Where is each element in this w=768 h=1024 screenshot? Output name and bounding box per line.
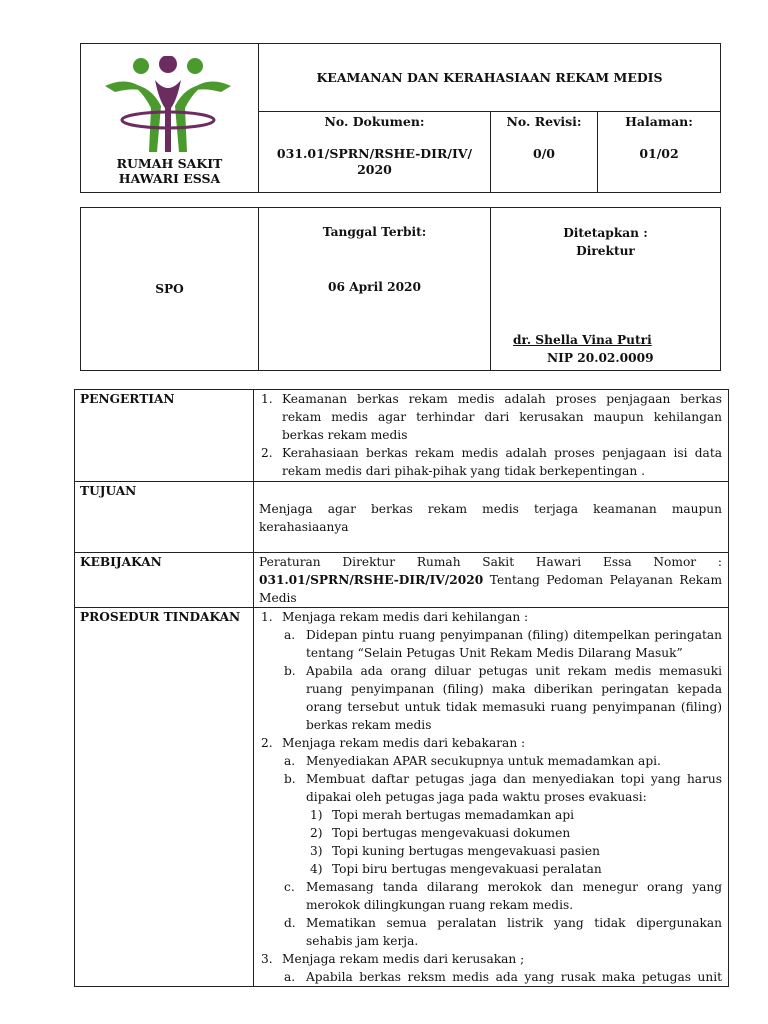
item-text: Menjaga rekam medis dari kerusakan ; bbox=[282, 952, 525, 966]
sub-item bbox=[259, 968, 722, 986]
sub-sub-item bbox=[259, 860, 722, 878]
item-number: 1. bbox=[261, 392, 273, 406]
doc-number-cell bbox=[259, 112, 491, 193]
sub-sub-item bbox=[259, 806, 722, 824]
kebijakan-suffix: Tentang Pedoman Pelayanan Rekam Medis bbox=[259, 573, 723, 605]
item-letter: b. bbox=[284, 772, 296, 786]
page-cell bbox=[598, 112, 721, 193]
item-text: Keamanan berkas rekam medis adalah proses penjagaan berkas rekam medis agar terhindar dari kerusakan maupun kehilangan berkas rekam medis bbox=[282, 392, 722, 442]
hospital-logo-icon bbox=[101, 56, 235, 156]
item-text: Topi kuning bertugas mengevakuasi pasien bbox=[332, 844, 600, 858]
label-prosedur bbox=[75, 608, 254, 987]
item-text: Mematikan semua peralatan listrik yang tidak dipergunakan sehabis jam kerja. bbox=[306, 916, 722, 948]
sub-item bbox=[259, 626, 722, 662]
doc-number-line1: 031.01/SPRN/RSHE-DIR/IV/ bbox=[276, 146, 473, 161]
approver-name: dr. Shella Vina Putri bbox=[513, 333, 652, 347]
approved-role: Direktur bbox=[576, 244, 635, 258]
item-text: Memasang tanda dilarang merokok dan menegur orang yang merokok dilingkungan ruang rekam medis. bbox=[306, 880, 722, 912]
content-prosedur bbox=[254, 608, 729, 987]
item-text: Membuat daftar petugas jaga dan menyediakan topi yang harus dipakai oleh petugas jaga pada waktu proses evakuasi: bbox=[306, 772, 722, 804]
doc-number-line2: 2020 bbox=[357, 162, 392, 177]
item-number: 2. bbox=[261, 446, 273, 460]
list-item bbox=[259, 608, 722, 626]
sub-item bbox=[259, 662, 722, 734]
label-tujuan-text: TUJUAN bbox=[80, 484, 137, 498]
spo-table bbox=[80, 207, 721, 371]
label-kebijakan bbox=[75, 553, 254, 608]
logo-cell bbox=[81, 44, 259, 193]
item-text: Topi biru bertugas mengevakuasi peralatan bbox=[332, 862, 602, 876]
item-letter: a. bbox=[284, 754, 296, 768]
item-number: 3. bbox=[261, 952, 273, 966]
item-number: 2. bbox=[261, 736, 273, 750]
row-pengertian bbox=[75, 390, 729, 482]
issue-date-cell bbox=[259, 208, 491, 371]
revision-value: 0/0 bbox=[533, 146, 555, 161]
item-letter: d. bbox=[284, 916, 296, 930]
sub-item bbox=[259, 770, 722, 806]
sub-sub-item bbox=[259, 824, 722, 842]
document-title-text: KEAMANAN DAN KERAHASIAAN REKAM MEDIS bbox=[316, 70, 663, 85]
approved-label: Ditetapkan : bbox=[563, 226, 648, 240]
item-text: Kerahasiaan berkas rekam medis adalah proses penjagaan isi data rekam medis dari pihak-pihak yang tidak berkepentingan . bbox=[282, 446, 722, 478]
content-kebijakan bbox=[254, 553, 729, 608]
item-text: Apabila berkas reksm medis ada yang rusak maka petugas unit bbox=[306, 970, 722, 984]
item-number: 4) bbox=[310, 862, 323, 876]
label-pengertian-text: PENGERTIAN bbox=[80, 392, 175, 406]
hospital-name-line1: RUMAH SAKIT bbox=[116, 156, 223, 171]
sub-item bbox=[259, 752, 722, 770]
item-letter: a. bbox=[284, 628, 296, 642]
item-number: 1. bbox=[261, 610, 273, 624]
label-prosedur-text: PROSEDUR TINDAKAN bbox=[80, 610, 241, 624]
item-number: 2) bbox=[310, 826, 323, 840]
hospital-name bbox=[81, 156, 258, 186]
document-header bbox=[80, 43, 721, 193]
kebijakan-regulation-number: 031.01/SPRN/RSHE-DIR/IV/2020 bbox=[259, 573, 484, 587]
list-item bbox=[259, 950, 722, 968]
revision-cell bbox=[491, 112, 598, 193]
document-title bbox=[259, 44, 721, 112]
item-text: Menyediakan APAR secukupnya untuk memadamkan api. bbox=[306, 754, 661, 768]
approval-cell bbox=[491, 208, 721, 371]
label-tujuan bbox=[75, 482, 254, 553]
tujuan-text: Menjaga agar berkas rekam medis terjaga keamanan maupun kerahasiaanya bbox=[259, 502, 722, 534]
revision-label: No. Revisi: bbox=[506, 114, 582, 129]
sub-item bbox=[259, 878, 722, 914]
content-tujuan bbox=[254, 482, 729, 553]
item-text: Menjaga rekam medis dari kehilangan : bbox=[282, 610, 529, 624]
issue-date-label: Tanggal Terbit: bbox=[322, 225, 427, 239]
procedure-table bbox=[74, 389, 729, 987]
row-kebijakan bbox=[75, 553, 729, 608]
row-prosedur bbox=[75, 608, 729, 987]
list-item bbox=[259, 390, 722, 444]
row-tujuan bbox=[75, 482, 729, 553]
list-item bbox=[259, 734, 722, 752]
issue-date-value: 06 April 2020 bbox=[327, 280, 422, 294]
spo-label-cell bbox=[81, 208, 259, 371]
item-text: Topi merah bertugas memadamkan api bbox=[332, 808, 575, 822]
item-number: 3) bbox=[310, 844, 323, 858]
label-pengertian bbox=[75, 390, 254, 482]
list-item bbox=[259, 444, 722, 480]
sub-sub-item bbox=[259, 842, 722, 860]
label-kebijakan-text: KEBIJAKAN bbox=[80, 555, 162, 569]
approver-nip: NIP 20.02.0009 bbox=[547, 351, 654, 365]
page-label: Halaman: bbox=[625, 114, 693, 129]
page-value: 01/02 bbox=[639, 146, 679, 161]
item-letter: c. bbox=[284, 880, 295, 894]
item-text: Menjaga rekam medis dari kebakaran : bbox=[282, 736, 526, 750]
item-letter: a. bbox=[284, 970, 296, 984]
content-pengertian bbox=[254, 390, 729, 482]
item-text: Topi bertugas mengevakuasi dokumen bbox=[332, 826, 571, 840]
hospital-name-line2: HAWARI ESSA bbox=[118, 171, 221, 186]
item-number: 1) bbox=[310, 808, 323, 822]
item-text: Apabila ada orang diluar petugas unit rekam medis memasuki ruang penyimpanan (filing) maka diberikan peringatan kepada orang tersebut untuk tidak memasuki ruang penyimpanan (filing) berkas rekam medis bbox=[306, 664, 722, 732]
sub-item bbox=[259, 914, 722, 950]
item-text: Didepan pintu ruang penyimpanan (filing) ditempelkan peringatan tentang “Selain Petugas Unit Rekam Medis Dilarang Masuk” bbox=[306, 628, 722, 660]
kebijakan-prefix: Peraturan Direktur Rumah Sakit Hawari Essa Nomor : bbox=[259, 555, 722, 569]
item-letter: b. bbox=[284, 664, 296, 678]
spo-label: SPO bbox=[155, 282, 184, 296]
doc-number-label: No. Dokumen: bbox=[324, 114, 425, 129]
